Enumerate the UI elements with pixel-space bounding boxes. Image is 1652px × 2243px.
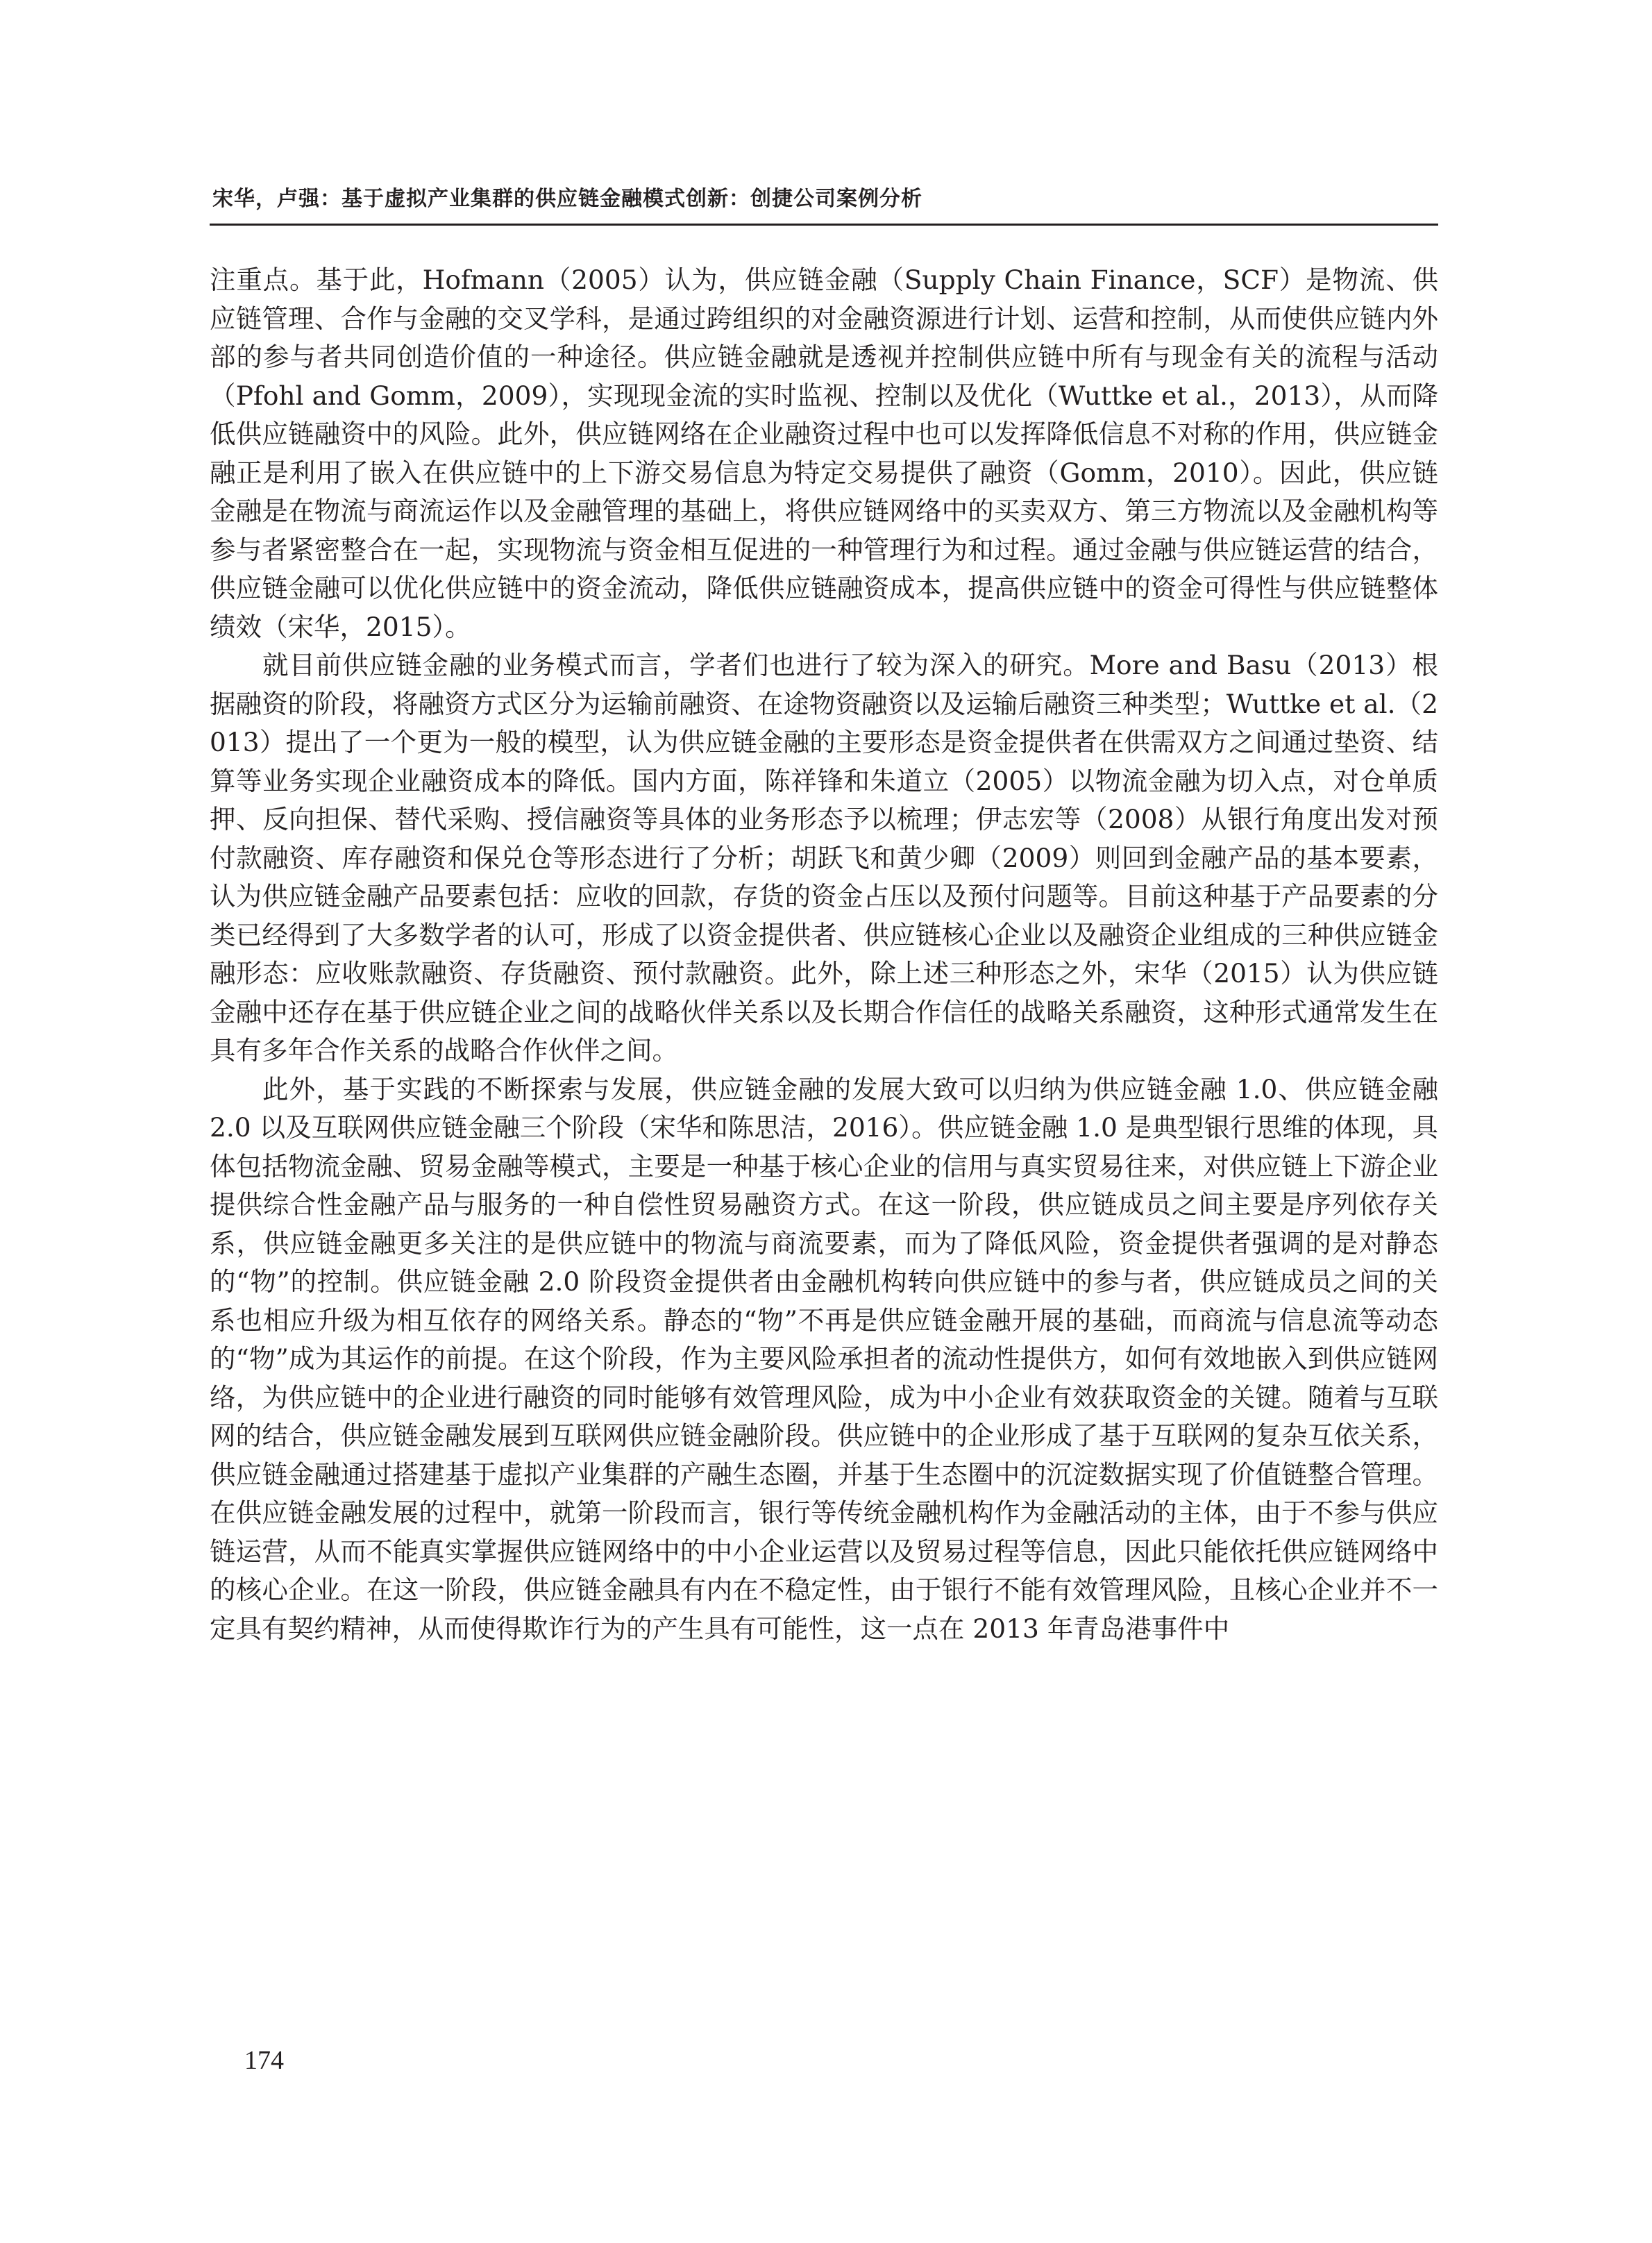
running-header: 宋华，卢强：基于虚拟产业集群的供应链金融模式创新：创捷公司案例分析 [212, 187, 922, 211]
header-rule [210, 224, 1438, 226]
paragraph-1: 注重点。基于此，Hofmann（2005）认为，供应链金融（Supply Chain Finance，SCF）是物流、供应链管理、合作与金融的交叉学科，是通过跨组织的对金融资源进行计划、运营和控制，从而使供应链内外部的参与者共同创造价值的一种途径。供应链金融就是透视并控制供应链中所有与现金有关的流程与活动（Pfohl and Gomm，2009），实现现金流的实时监视、控制以及优化（Wuttke et al.，2013），从而降低供应链融资中的风险。此外，供应链网络在企业融资过程中也可以发挥降低信息不对称的作用，供应链金融正是利用了嵌入在供应链中的上下游交易信息为特定交易提供了融资（Gomm，2010）。因此，供应链金融是在物流与商流运作以及金融管理的基础上，将供应链网络中的买卖双方、第三方物流以及金融机构等参与者紧密整合在一起，实现物流与资金相互促进的一种管理行为和过程。通过金融与供应链运营的结合，供应链金融可以优化供应链中的资金流动，降低供应链融资成本，提高供应链中的资金可得性与供应链整体绩效（宋华，2015）。 [210, 264, 1439, 642]
page-number: 174 [244, 2046, 284, 2075]
body-text [210, 261, 1438, 1648]
paragraph-3: 此外，基于实践的不断探索与发展，供应链金融的发展大致可以归纳为供应链金融 1.0、供应链金融 2.0 以及互联网供应链金融三个阶段（宋华和陈思洁，2016）。供应链金融 1.0 是典型银行思维的体现，具体包括物流金融、贸易金融等模式，主要是一种基于核心企业的信用与真实贸易往来，对供应链上下游企业提供综合性金融产品与服务的一种自偿性贸易融资方式。在这一阶段，供应链成员之间主要是序列依存关系，供应链金融更多关注的是供应链中的物流与商流要素，而为了降低风险，资金提供者强调的是对静态的“物”的控制。供应链金融 2.0 阶段资金提供者由金融机构转向供应链中的参与者，供应链成员之间的关系也相应升级为相互依存的网络关系。静态的“物”不再是供应链金融开展的基础，而商流与信息流等动态的“物”成为其运作的前提。在这个阶段，作为主要风险承担者的流动性提供方，如何有效地嵌入到供应链网络，为供应链中的企业进行融资的同时能够有效管理风险，成为中小企业有效获取资金的关键。随着与互联网的结合，供应链金融发展到互联网供应链金融阶段。供应链中的企业形成了基于互联网的复杂互依关系，供应链金融通过搭建基于虚拟产业集群的产融生态圈，并基于生态圈中的沉淀数据实现了价值链整合管理。在供应链金融发展的过程中，就第一阶段而言，银行等传统金融机构作为金融活动的主体，由于不参与供应链运营，从而不能真实掌握供应链网络中的中小企业运营以及贸易过程等信息，因此只能依托供应链网络中的核心企业。在这一阶段，供应链金融具有内在不稳定性，由于银行不能有效管理风险，且核心企业并不一定具有契约精神，从而使得欺诈行为的产生具有可能性，这一点在 2013 年青岛港事件中 [210, 1073, 1438, 1644]
paragraph-2: 就目前供应链金融的业务模式而言，学者们也进行了较为深入的研究。More and Basu（2013）根据融资的阶段，将融资方式区分为运输前融资、在途物资融资以及运输后融资三种类型；Wuttke et al.（2013）提出了一个更为一般的模型，认为供应链金融的主要形态是资金提供者在供需双方之间通过垫资、结算等业务实现企业融资成本的降低。国内方面，陈祥锋和朱道立（2005）以物流金融为切入点，对仓单质押、反向担保、替代采购、授信融资等具体的业务形态予以梳理；伊志宏等（2008）从银行角度出发对预付款融资、库存融资和保兑仓等形态进行了分析；胡跃飞和黄少卿（2009）则回到金融产品的基本要素，认为供应链金融产品要素包括：应收的回款，存货的资金占压以及预付问题等。目前这种基于产品要素的分类已经得到了大多数学者的认可，形成了以资金提供者、供应链核心企业以及融资企业组成的三种供应链金融形态：应收账款融资、存货融资、预付款融资。此外，除上述三种形态之外，宋华（2015）认为供应链金融中还存在基于供应链企业之间的战略伙伴关系以及长期合作信任的战略关系融资，这种形式通常发生在具有多年合作关系的战略合作伙伴之间。 [210, 650, 1438, 1066]
